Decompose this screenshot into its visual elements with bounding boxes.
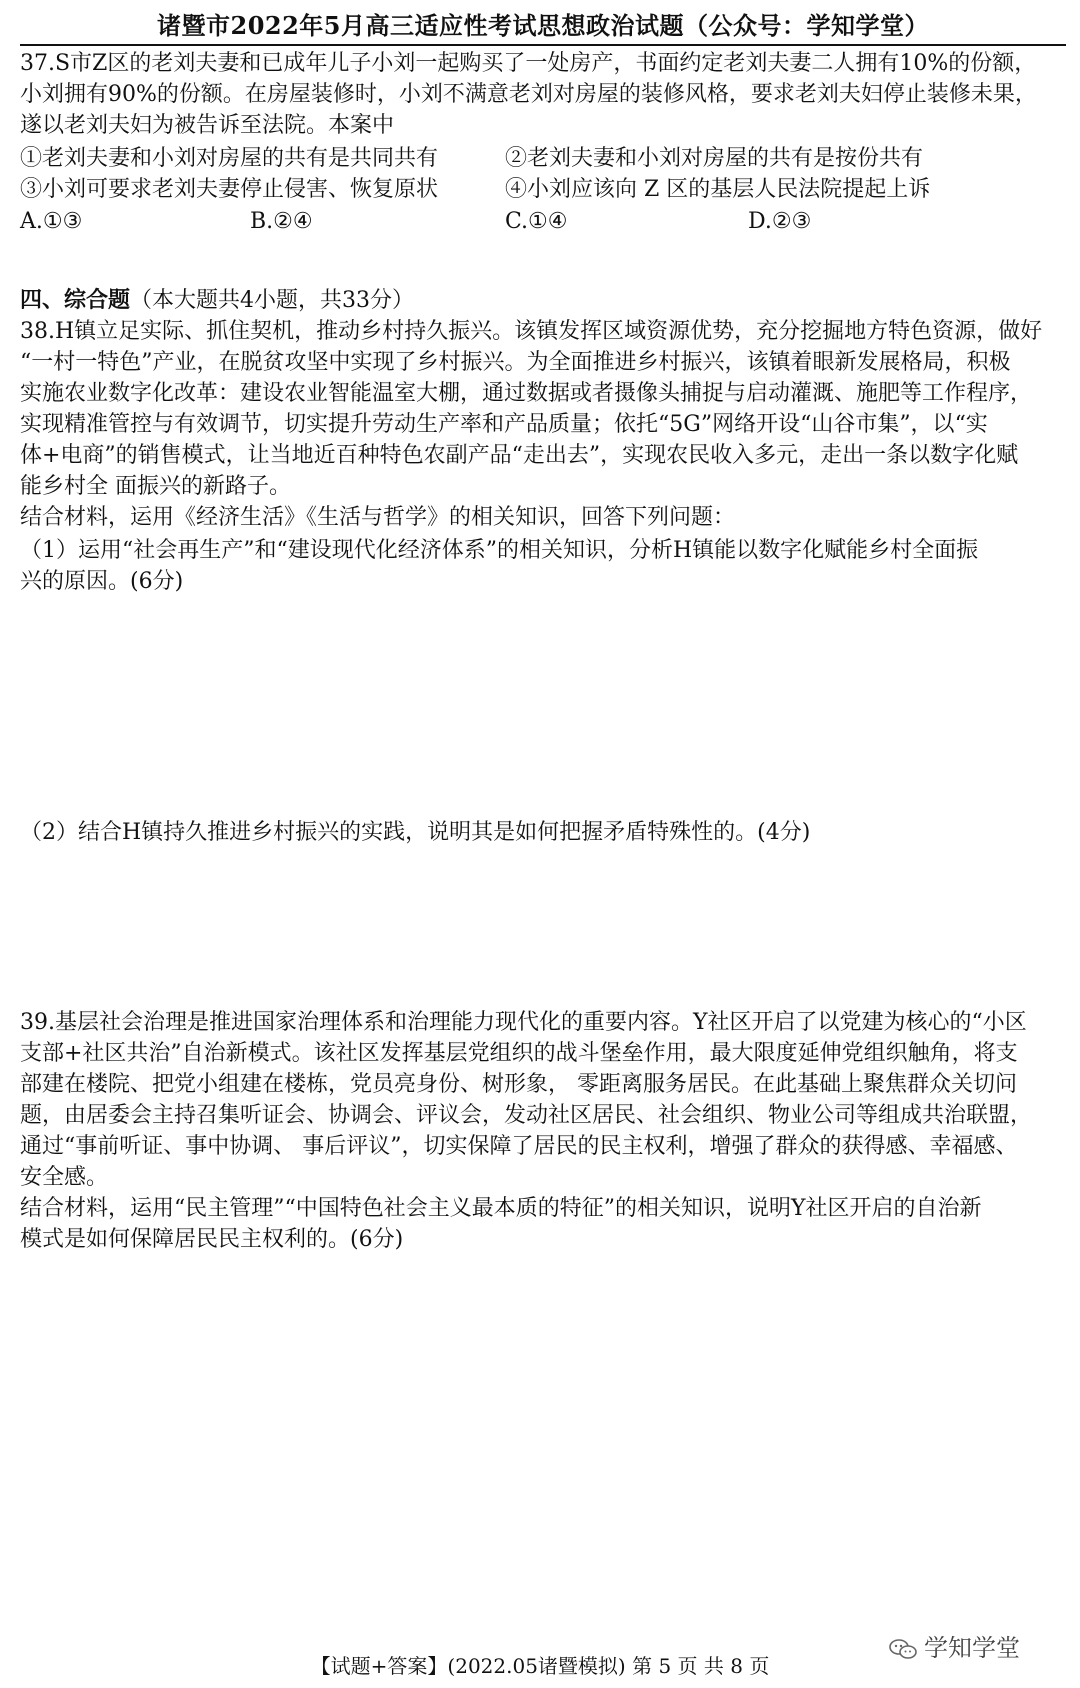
q39-line-3: 部建在楼院、把党小组建在楼栋，党员亮身份、树形象， 零距离服务居民。在此基础上聚焦群众关切问: [20, 1072, 1017, 1097]
q38-line-3: 实施农业数字化改革：建设农业智能温室大棚，通过数据或者摄像头捕捉与启动灌溉、施肥等工作程序，: [20, 381, 1033, 406]
q39-line-2: 支部+社区共治”自治新模式。该社区发挥基层党组织的战斗堡垒作用，最大限度延伸党组织触角，将支: [20, 1041, 1018, 1066]
q38-line-1: 38.H镇立足实际、抓住契机，推动乡村持久振兴。该镇发挥区域资源优势，充分挖掘地方特色资源，做好: [20, 319, 1043, 344]
q38-line-4: 实现精准管控与有效调节，切实提升劳动生产率和产品质量；依托“5G”网络开设“山谷市集”，以“实: [20, 412, 988, 437]
q39-line-6: 安全感。: [20, 1165, 109, 1190]
q37-item-3: ③小刘可要求老刘夫妻停止侵害、恢复原状: [20, 177, 439, 202]
q37-line-1: 37.S市Z区的老刘夫妻和已成年儿子小刘一起购买了一处房产，书面约定老刘夫妻二人拥有10%的份额，: [20, 51, 1037, 76]
q37-item-1: ①老刘夫妻和小刘对房屋的共有是共同共有: [20, 146, 439, 171]
q38-line-6: 能乡村全 面振兴的新路子。: [20, 474, 291, 499]
page-footer: 【试题+答案】(2022.05诸暨模拟) 第 5 页 共 8 页: [310, 1654, 770, 1678]
q38-sub1-line-2: 兴的原因。(6分): [20, 569, 184, 594]
watermark-text: 学知学堂: [924, 1634, 1020, 1662]
q39-line-5: 通过“事前听证、事中协调、 事后评议”，切实保障了居民的民主权利，增强了群众的获得感、幸福感、: [20, 1134, 1018, 1159]
q37-option-b: B.②④: [250, 209, 313, 234]
section-heading: 四、综合题: [20, 287, 131, 313]
q37-option-c: C.①④: [505, 209, 568, 234]
q38-line-5: 体+电商”的销售模式，让当地近百种特色农副产品“走出去”，实现农民收入多元，走出一条以数字化赋: [20, 443, 1019, 468]
q37-item-4: ④小刘应该向 Z 区的基层人民法院提起上诉: [505, 177, 931, 202]
q39-instruction-1: 结合材料，运用“民主管理”“中国特色社会主义最本质的特征”的相关知识，说明Y社区开启的自治新: [20, 1196, 982, 1221]
q39-line-1: 39.基层社会治理是推进国家治理体系和治理能力现代化的重要内容。Y社区开启了以党建为核心的“小区: [20, 1010, 1027, 1035]
q37-line-2: 小刘拥有90%的份额。在房屋装修时，小刘不满意老刘对房屋的装修风格，要求老刘夫妇停止装修未果，: [20, 82, 1037, 107]
q37-line-3: 遂以老刘夫妇为被告诉至法院。本案中: [20, 113, 395, 138]
q38-instruction: 结合材料，运用《经济生活》《生活与哲学》的相关知识，回答下列问题：: [20, 505, 736, 530]
q38-sub1-line-1: （1）运用“社会再生产”和“建设现代化经济体系”的相关知识，分析H镇能以数字化赋能乡村全面振: [20, 538, 979, 563]
section-note: （本大题共4小题，共33分）: [130, 288, 415, 313]
page-header: 诸暨市2022年5月高三适应性考试思想政治试题（公众号：学知学堂）: [20, 8, 1066, 46]
section-title: [20, 283, 414, 314]
q39-line-4: 题，由居委会主持召集听证会、协调会、评议会，发动社区居民、社会组织、物业公司等组成共治联盟，: [20, 1103, 1033, 1128]
q37-option-d: D.②③: [748, 209, 812, 234]
q37-item-2: ②老刘夫妻和小刘对房屋的共有是按份共有: [505, 146, 924, 171]
q37-option-a: A.①③: [20, 209, 83, 234]
q38-line-2: “一村一特色”产业，在脱贫攻坚中实现了乡村振兴。为全面推进乡村振兴，该镇着眼新发展格局，积极: [20, 350, 1011, 375]
q39-instruction-2: 模式是如何保障居民民主权利的。(6分): [20, 1227, 404, 1252]
q38-sub2: （2）结合H镇持久推进乡村振兴的实践，说明其是如何把握矛盾特殊性的。(4分): [20, 820, 811, 845]
